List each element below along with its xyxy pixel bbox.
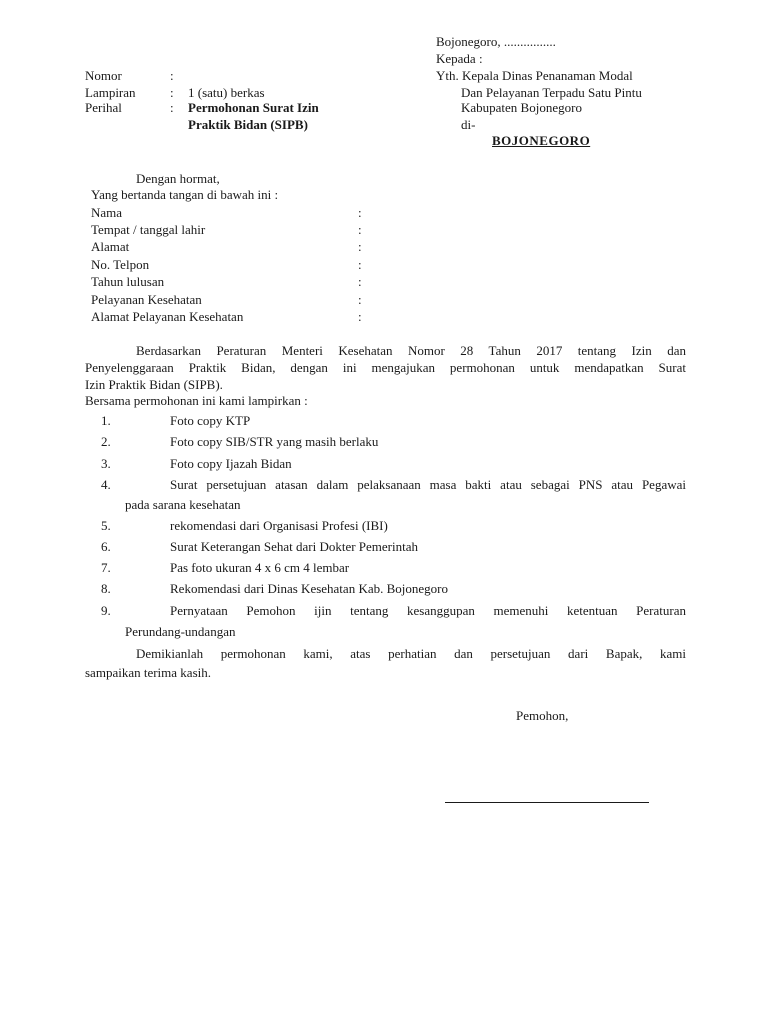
attachment-num: 2. <box>101 434 111 449</box>
signature-label: Pemohon, <box>516 708 569 723</box>
perihal-label: Perihal <box>85 100 122 115</box>
nomor-colon: : <box>170 68 174 83</box>
attachment-num: 8. <box>101 581 111 596</box>
perihal-line-1: Permohonan Surat Izin <box>188 100 319 115</box>
attachment-text-cont: Perundang-undangan <box>125 624 236 639</box>
attachment-num: 4. <box>101 477 111 492</box>
field-label-alamat-pelayanan: Alamat Pelayanan Kesehatan <box>91 309 244 324</box>
attachment-text: Foto copy SIB/STR yang masih berlaku <box>170 434 379 449</box>
field-colon-alamat: : <box>358 239 362 254</box>
recipient-line-1: Yth. Kepala Dinas Penanaman Modal <box>436 68 633 83</box>
field-colon-telpon: : <box>358 257 362 272</box>
field-label-pelayanan: Pelayanan Kesehatan <box>91 292 202 307</box>
recipient-line-3: Kabupaten Bojonegoro <box>461 100 582 115</box>
perihal-colon: : <box>170 100 174 115</box>
field-label-telpon: No. Telpon <box>91 257 150 272</box>
lampiran-value: 1 (satu) berkas <box>188 85 265 100</box>
attachment-num: 6. <box>101 539 111 554</box>
attachment-text: Rekomendasi dari Dinas Kesehatan Kab. Bojonegoro <box>170 581 448 596</box>
attachment-text: Surat Keterangan Sehat dari Dokter Pemerintah <box>170 539 418 554</box>
paragraph-line-2: Penyelenggaraan Praktik Bidan, dengan ini mengajukan permohonan untuk mendapatkan Surat <box>85 360 686 375</box>
field-colon-tahun-lulusan: : <box>358 274 362 289</box>
field-colon-alamat-pelayanan: : <box>358 309 362 324</box>
place-date: Bojonegoro, ................ <box>436 34 556 49</box>
attachment-text: Foto copy KTP <box>170 413 251 428</box>
attachment-num: 3. <box>101 456 111 471</box>
attachment-num: 1. <box>101 413 111 428</box>
nomor-label: Nomor <box>85 68 122 83</box>
field-label-nama: Nama <box>91 205 123 220</box>
field-colon-pelayanan: : <box>358 292 362 307</box>
closing-line-2: sampaikan terima kasih. <box>85 665 211 680</box>
attachment-text: Pas foto ukuran 4 x 6 cm 4 lembar <box>170 560 350 575</box>
paragraph-line-3: Izin Praktik Bidan (SIPB). <box>85 377 223 392</box>
signature-line <box>445 802 649 803</box>
attachment-num: 7. <box>101 560 111 575</box>
recipient-di: di- <box>461 117 476 132</box>
attachment-num: 9. <box>101 603 111 618</box>
attachment-text-cont: pada sarana kesehatan <box>125 497 241 512</box>
closing-line-1: Demikianlah permohonan kami, atas perhatian dan persetujuan dari Bapak, kami <box>136 646 686 661</box>
field-label-alamat: Alamat <box>91 239 130 254</box>
attachment-text: Surat persetujuan atasan dalam pelaksanaan masa bakti atau sebagai PNS atau Pegawai <box>170 477 686 492</box>
field-colon-nama: : <box>358 205 362 220</box>
field-label-tahun-lulusan: Tahun lulusan <box>91 274 165 289</box>
field-label-ttl: Tempat / tanggal lahir <box>91 222 206 237</box>
attachment-num: 5. <box>101 518 111 533</box>
recipient-city: BOJONEGORO <box>492 133 591 148</box>
kepada-label: Kepada : <box>436 51 483 66</box>
paragraph-line-1: Berdasarkan Peraturan Menteri Kesehatan Nomor 28 Tahun 2017 tentang Izin dan <box>136 343 686 358</box>
attachment-text: Foto copy Ijazah Bidan <box>170 456 292 471</box>
attachment-text: rekomendasi dari Organisasi Profesi (IBI) <box>170 518 388 533</box>
attachments-intro: Bersama permohonan ini kami lampirkan : <box>85 393 308 408</box>
attachment-text: Pernyataan Pemohon ijin tentang kesanggupan memenuhi ketentuan Peraturan <box>170 603 686 618</box>
intro-text: Yang bertanda tangan di bawah ini : <box>91 187 279 202</box>
lampiran-label: Lampiran <box>85 85 136 100</box>
greeting: Dengan hormat, <box>136 171 220 186</box>
field-colon-ttl: : <box>358 222 362 237</box>
perihal-line-2: Praktik Bidan (SIPB) <box>188 117 308 132</box>
lampiran-colon: : <box>170 85 174 100</box>
recipient-line-2: Dan Pelayanan Terpadu Satu Pintu <box>461 85 642 100</box>
